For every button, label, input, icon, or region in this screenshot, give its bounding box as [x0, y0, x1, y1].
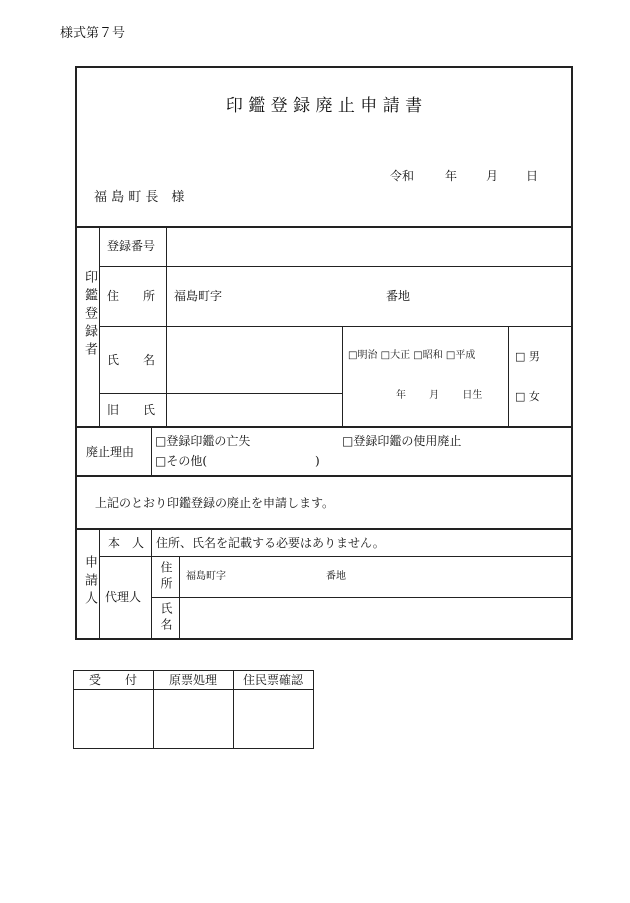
agent-address-prefix: 福島町字 — [186, 571, 226, 582]
date-era: 令和 — [390, 169, 415, 183]
applicant-row-line-1 — [99, 556, 572, 557]
name-field[interactable] — [168, 328, 341, 392]
office-col-line-3 — [313, 670, 314, 749]
birth-divider — [342, 327, 343, 427]
office-resident-cell[interactable] — [235, 691, 312, 747]
old-name-label: 旧 氏 — [107, 403, 156, 417]
date-month-unit: 月 — [486, 169, 499, 183]
date-year-field[interactable] — [418, 166, 442, 184]
office-col-resident: 住民票確認 — [242, 673, 303, 687]
agent-address-label: 住所 — [159, 561, 173, 593]
reason-label-divider — [151, 427, 152, 475]
agent-name-label: 氏名 — [159, 602, 173, 634]
statement: 上記のとおり印鑑登録の廃止を申請します。 — [95, 496, 335, 510]
address-field[interactable] — [230, 282, 380, 310]
self-label: 本 人 — [108, 536, 145, 550]
agent-address-suffix: 番地 — [326, 571, 346, 582]
date-year-unit: 年 — [445, 169, 458, 183]
form-border-bottom — [75, 638, 573, 640]
form-number: 様式第７号 — [60, 26, 126, 41]
address-prefix: 福島町字 — [174, 289, 223, 303]
registrant-row-line-3 — [99, 393, 342, 394]
form-border-top — [75, 66, 573, 68]
applicant-label-divider — [151, 529, 152, 639]
divider-registrant — [75, 426, 573, 428]
divider-reason — [75, 475, 573, 477]
registrant-label-divider — [166, 227, 167, 427]
reason-discontinue-checkbox[interactable]: □登録印鑑の使用廃止 — [342, 434, 462, 448]
agent-sublabel-divider — [179, 557, 180, 639]
reason-loss-checkbox[interactable]: □登録印鑑の亡失 — [155, 434, 251, 448]
office-header-line — [73, 689, 313, 690]
registrant-side-label: 印鑑登録者 — [82, 270, 97, 360]
office-receive-cell[interactable] — [75, 691, 152, 747]
addressee: 福 島 町 長 様 — [94, 190, 185, 205]
gender-divider — [508, 327, 509, 427]
registrant-side-divider — [99, 227, 100, 427]
applicant-row-line-2 — [151, 597, 572, 598]
gender-female-checkbox[interactable]: □ 女 — [515, 390, 540, 403]
self-note: 住所、氏名を記載する必要はありません。 — [156, 536, 385, 550]
address-suffix: 番地 — [386, 289, 411, 303]
address-label: 住 所 — [107, 289, 156, 303]
birth-era-options[interactable]: □明治 □大正 □昭和 □平成 — [348, 350, 476, 361]
registrant-row-line-1 — [99, 266, 572, 267]
gender-male-checkbox[interactable]: □ 男 — [515, 350, 540, 363]
applicant-side-label: 申請人 — [82, 555, 97, 609]
form-border-right — [571, 66, 573, 640]
registrant-row-line-2 — [99, 326, 572, 327]
office-col-record: 原票処理 — [168, 673, 217, 687]
reg-number-field[interactable] — [168, 228, 571, 265]
office-border-top — [73, 670, 313, 671]
agent-address-field[interactable] — [236, 564, 320, 590]
reason-label: 廃止理由 — [86, 445, 135, 459]
office-border-bottom — [73, 748, 313, 749]
applicant-side-divider — [99, 529, 100, 639]
reg-number-label: 登録番号 — [107, 239, 156, 253]
office-record-cell[interactable] — [155, 691, 232, 747]
divider-statement — [75, 528, 573, 530]
agent-label: 代理人 — [105, 590, 142, 604]
agent-name-field[interactable] — [181, 599, 571, 637]
name-label: 氏 名 — [107, 353, 156, 367]
date-day-field[interactable] — [500, 166, 524, 184]
date-day-unit: 日 — [526, 169, 539, 183]
reason-other-checkbox[interactable]: □その他( ) — [155, 454, 320, 468]
form-border-left — [75, 66, 77, 640]
birth-date-units: 年 月 日生 — [396, 390, 483, 401]
office-col-receive: 受 付 — [88, 673, 137, 687]
form-title: 印 鑑 登 録 廃 止 申 請 書 — [225, 96, 423, 116]
date-month-field[interactable] — [460, 166, 482, 184]
old-name-field[interactable] — [168, 395, 341, 426]
